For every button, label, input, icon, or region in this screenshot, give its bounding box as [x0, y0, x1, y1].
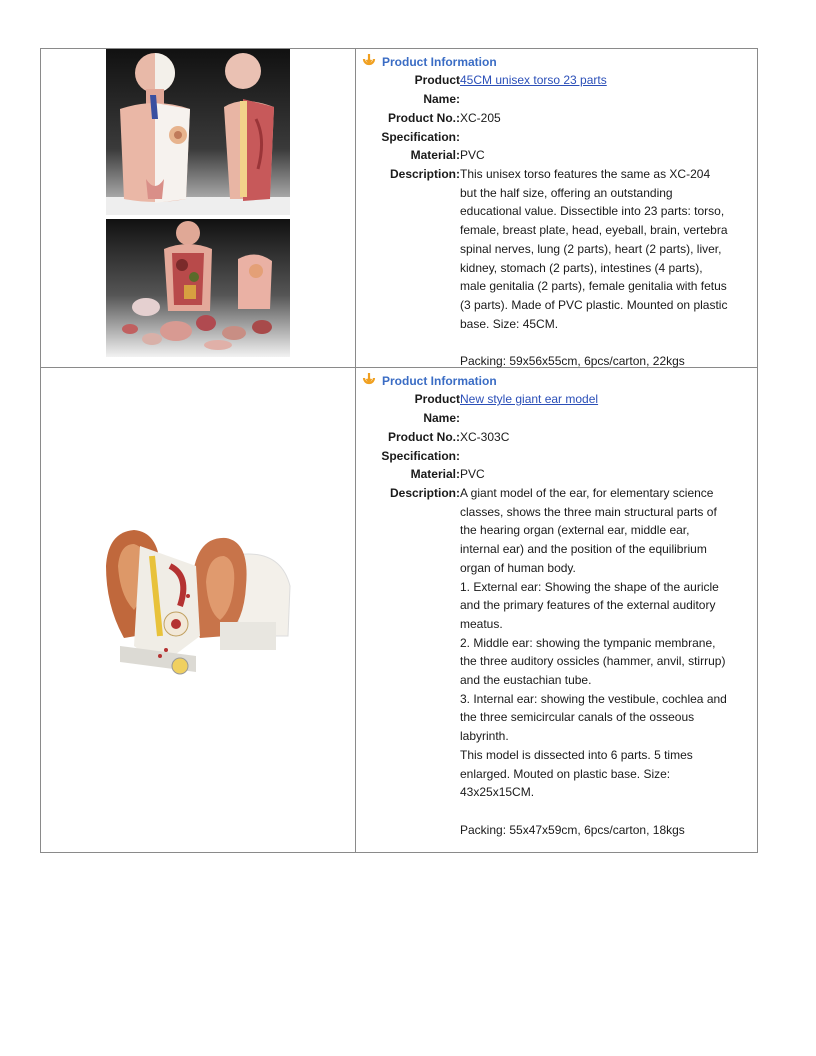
- product-name-label: Product: [414, 73, 460, 87]
- product-name-label-2: Name:: [423, 411, 460, 425]
- product-info-icon: [362, 372, 376, 391]
- product-info-icon: [362, 53, 376, 72]
- product-name-link[interactable]: 45CM unisex torso 23 parts: [460, 73, 607, 87]
- material-label: Material:: [410, 148, 460, 162]
- product-info-header: [362, 53, 497, 71]
- material-value: PVC: [460, 467, 485, 481]
- torso-photo: [106, 49, 290, 215]
- description-label: Description:: [389, 486, 460, 500]
- product-no-value: XC-205: [460, 111, 501, 125]
- ear-model-photo: [100, 526, 296, 694]
- product-info-title: Product Information: [382, 374, 497, 388]
- specification-label: Specification:: [381, 130, 460, 144]
- product-image-cell: [41, 49, 356, 367]
- product-no-value: XC-303C: [460, 430, 510, 444]
- product-no-label: Product No.:: [388, 111, 460, 125]
- product-info-cell: [356, 49, 757, 367]
- product-info-title: Product Information: [382, 55, 497, 69]
- material-value: PVC: [460, 148, 485, 162]
- material-label: Material:: [410, 467, 460, 481]
- product-no-label: Product No.:: [388, 430, 460, 444]
- description-value: A giant model of the ear, for elementary science classes, shows the three main structural parts of the hearing organ (external ear, middle ear, internal ear) and the position of the equilibrium organ of human body. 1. External ear: Showing the shape of the auricle and the primary features of the external auditory meatus. 2. Middle ear: showing the tympanic membrane, the three auditory ossicles (hammer, anvil, stirrup) and the eustachian tube. 3. Internal ear: showing the vestibule, cochlea and the three semicircular canals of the osseous labyrinth. This model is dissected into 6 parts. 5 times enlarged. Mouted on plastic base. Size: 43x25x15CM. Packing: 55x47x59cm, 6pcs/carton, 18kgs: [460, 486, 727, 837]
- product-name-label-2: Name:: [423, 92, 460, 106]
- product-info-header: [362, 372, 497, 390]
- description-label: Description:: [389, 167, 460, 181]
- product-row: [41, 49, 757, 367]
- product-name-label: Product: [414, 392, 460, 406]
- product-info-cell: [356, 368, 757, 852]
- product-image-cell: [41, 368, 356, 852]
- product-name-link[interactable]: New style giant ear model: [460, 392, 599, 406]
- product-row: [41, 367, 757, 852]
- torso-parts-photo: [106, 219, 290, 357]
- specification-label: Specification:: [381, 449, 460, 463]
- description-value: This unisex torso features the same as XC-204 but the half size, offering an outstanding educational value. Dissectible into 23 parts: torso, female, breast plate, head, eyeball, brain, vertebra spinal nerves, lung (2 parts), heart (2 parts), liver, kidney, stomach (2 parts), intestines (4 parts), male genitalia (2 parts), female genitalia with fetus (3 parts). Made of PVC plastic. Mounted on plastic base. Size: 45CM. Packing: 59x56x55cm, 6pcs/carton, 22kgs: [460, 167, 728, 369]
- product-table: [40, 48, 758, 853]
